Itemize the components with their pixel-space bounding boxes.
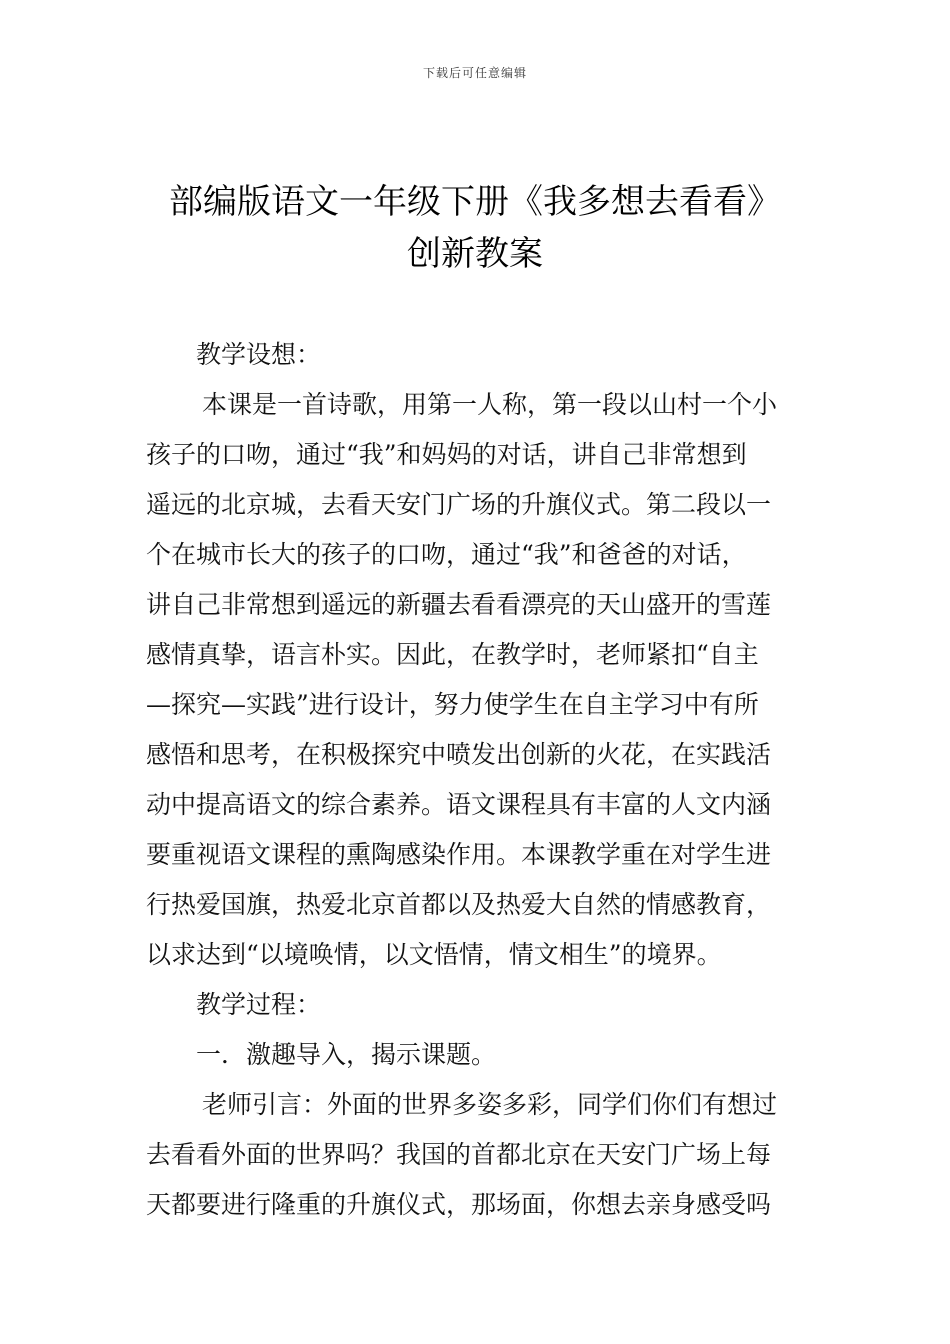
body-line: 孩子的口吻，通过“我”和妈妈的对话，讲自己非常想到 [146, 440, 747, 469]
body-line: 教学设想： [196, 340, 322, 369]
body-line: 要重视语文课程的熏陶感染作用。本课教学重在对学生进 [146, 840, 772, 869]
body-line: 一．激趣导入，揭示课题。 [196, 1040, 497, 1069]
document-body [146, 330, 806, 1230]
body-line: 讲自己非常想到遥远的新疆去看看漂亮的天山盛开的雪莲 [146, 590, 772, 619]
body-line: 遥远的北京城，去看天安门广场的升旗仪式。第二段以一 [146, 490, 772, 519]
body-line: 本课是一首诗歌，用第一人称，第一段以山村一个小 [202, 390, 778, 419]
body-line: —探究—实践”进行设计，努力使学生在自主学习中有所 [146, 690, 759, 719]
document-title [100, 176, 850, 280]
body-line: 教学过程： [196, 990, 322, 1019]
body-line: 以求达到“以境唤情，以文悟情，情文相生”的境界。 [146, 940, 722, 969]
body-line: 动中提高语文的综合素养。语文课程具有丰富的人文内涵 [146, 790, 772, 819]
body-line: 行热爱国旗，热爱北京首都以及热爱大自然的情感教育， [146, 890, 772, 919]
body-line: 天都要进行隆重的升旗仪式，那场面，你想去亲身感受吗 [146, 1190, 772, 1219]
body-line: 感悟和思考，在积极探究中喷发出创新的火花，在实践活 [146, 740, 772, 769]
body-line: 老师引言：外面的世界多姿多彩，同学们你们有想过 [202, 1090, 778, 1119]
title-line-1: 部编版语文一年级下册《我多想去看看》 [169, 182, 781, 222]
body-line: 去看看外面的世界吗？我国的首都北京在天安门广场上每 [146, 1140, 772, 1169]
body-line: 感情真挚，语言朴实。因此，在教学时，老师紧扣“自主 [146, 640, 759, 669]
title-line-2: 创新教案 [407, 234, 543, 274]
body-line: 个在城市长大的孩子的口吻，通过“我”和爸爸的对话， [146, 540, 747, 569]
header-note: 下载后可任意编辑 [422, 66, 527, 80]
